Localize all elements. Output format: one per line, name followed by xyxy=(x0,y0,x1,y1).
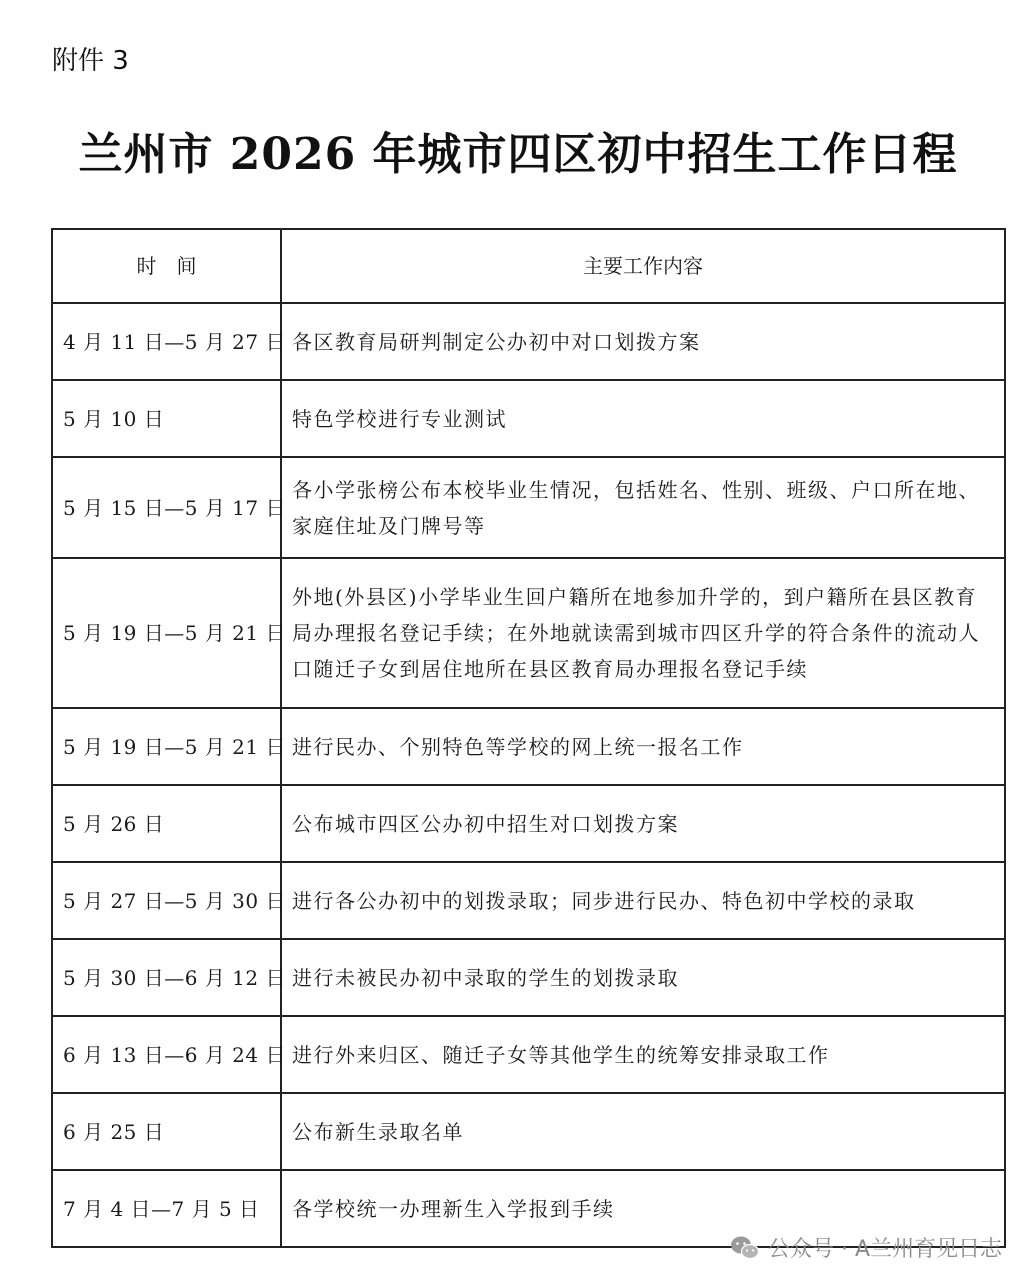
row-content: 各区教育局研判制定公办初中对口划拨方案 xyxy=(281,303,1005,380)
row-time: 5 月 26 日 xyxy=(52,785,281,862)
schedule-table xyxy=(51,228,1006,1248)
row-content: 公布新生录取名单 xyxy=(281,1093,1005,1170)
row-time: 7 月 4 日—7 月 5 日 xyxy=(52,1170,281,1247)
row-time: 5 月 15 日—5 月 17 日 xyxy=(52,457,281,558)
row-time: 6 月 25 日 xyxy=(52,1093,281,1170)
table-row xyxy=(52,558,1005,708)
table-row xyxy=(52,457,1005,558)
table-row xyxy=(52,380,1005,457)
document-title: 兰州市 2026 年城市四区初中招生工作日程 xyxy=(78,129,958,180)
table-row xyxy=(52,785,1005,862)
row-content: 进行民办、个别特色等学校的网上统一报名工作 xyxy=(281,708,1005,785)
row-content: 特色学校进行专业测试 xyxy=(281,380,1005,457)
header-time: 时 间 xyxy=(52,229,281,303)
table-row xyxy=(52,1016,1005,1093)
row-content: 进行未被民办初中录取的学生的划拨录取 xyxy=(281,939,1005,1016)
row-time: 5 月 10 日 xyxy=(52,380,281,457)
row-time: 5 月 30 日—6 月 12 日 xyxy=(52,939,281,1016)
row-time: 4 月 11 日—5 月 27 日 xyxy=(52,303,281,380)
row-content: 各学校统一办理新生入学报到手续 xyxy=(281,1170,1005,1247)
header-content: 主要工作内容 xyxy=(281,229,1005,303)
table-row xyxy=(52,862,1005,939)
table-row xyxy=(52,939,1005,1016)
row-time: 5 月 19 日—5 月 21 日 xyxy=(52,558,281,708)
row-content: 外地(外县区)小学毕业生回户籍所在地参加升学的，到户籍所在县区教育局办理报名登记手续；在外地就读需到城市四区升学的符合条件的流动人口随迁子女到居住地所在县区教育局办理报名登记手续 xyxy=(281,558,1005,708)
row-time: 6 月 13 日—6 月 24 日 xyxy=(52,1016,281,1093)
watermark-text: 公众号 · A兰州育见日志 xyxy=(767,1237,1002,1262)
attachment-label: 附件 3 xyxy=(52,46,129,76)
row-content: 各小学张榜公布本校毕业生情况，包括姓名、性别、班级、户口所在地、家庭住址及门牌号等 xyxy=(281,457,1005,558)
table-header-row xyxy=(52,229,1005,303)
row-time: 5 月 19 日—5 月 21 日 xyxy=(52,708,281,785)
table-row xyxy=(52,1093,1005,1170)
row-content: 公布城市四区公办初中招生对口划拨方案 xyxy=(281,785,1005,862)
table-row xyxy=(52,708,1005,785)
wechat-icon xyxy=(730,1235,760,1261)
row-content: 进行各公办初中的划拨录取；同步进行民办、特色初中学校的录取 xyxy=(281,862,1005,939)
row-time: 5 月 27 日—5 月 30 日 xyxy=(52,862,281,939)
watermark xyxy=(730,1232,1002,1263)
table-row xyxy=(52,303,1005,380)
row-content: 进行外来归区、随迁子女等其他学生的统筹安排录取工作 xyxy=(281,1016,1005,1093)
